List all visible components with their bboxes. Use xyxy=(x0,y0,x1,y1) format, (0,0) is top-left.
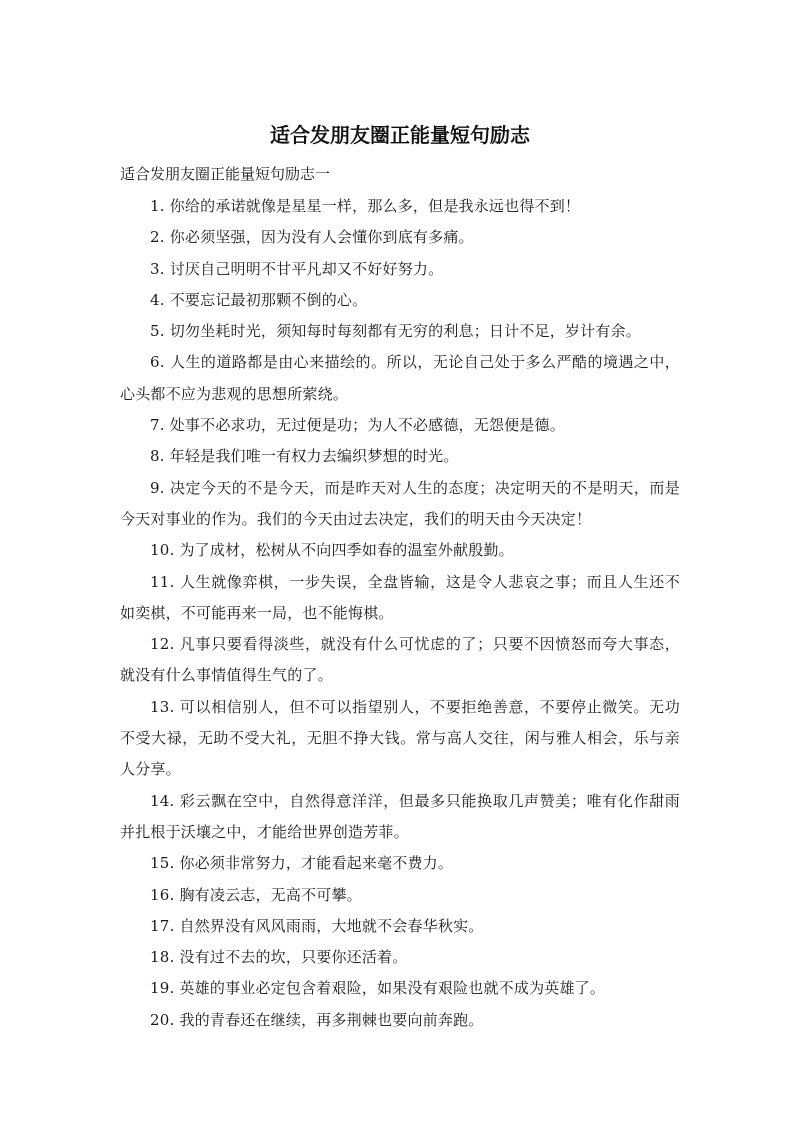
list-item xyxy=(120,692,680,786)
list-item-number: 13. xyxy=(150,697,175,716)
list-item-number: 2. xyxy=(150,228,165,247)
list-item-text: 彩云飘在空中，自然得意洋洋，但最多只能换取几声赞美；唯有化作甜雨并扎根于沃壤之中，才能给世界创造芳菲。 xyxy=(120,791,680,841)
list-item-number: 8. xyxy=(150,447,165,466)
list-item-number: 10. xyxy=(150,541,175,560)
list-item xyxy=(120,880,680,911)
list-item-number: 1. xyxy=(150,197,165,215)
list-item-text: 自然界没有风风雨雨，大地就不会春华秋实。 xyxy=(179,916,484,935)
list-item-number: 7. xyxy=(150,416,165,435)
list-item xyxy=(120,191,680,222)
list-item-number: 6. xyxy=(150,353,165,372)
list-item-number: 12. xyxy=(150,635,175,654)
list-item xyxy=(120,567,680,630)
list-item xyxy=(120,1005,680,1036)
list-item xyxy=(120,222,680,253)
list-item-number: 5. xyxy=(150,322,165,341)
list-item-text: 切勿坐耗时光，须知每时每刻都有无穷的利息；日计不足，岁计有余。 xyxy=(169,322,641,341)
list-item xyxy=(120,473,680,536)
list-item-text: 没有过不去的坎，只要你还活着。 xyxy=(179,948,408,967)
list-item xyxy=(120,786,680,849)
list-item-number: 9. xyxy=(150,478,165,497)
list-item-text: 人生就像弈棋，一步失误，全盘皆输，这是令人悲哀之事；而且人生还不如奕棋，不可能再来一局，也不能悔棋。 xyxy=(120,572,680,622)
list-item-text: 讨厌自己明明不甘平凡却又不好好努力。 xyxy=(169,259,444,278)
list-item-text: 年轻是我们唯一有权力去编织梦想的时光。 xyxy=(169,447,459,466)
list-item xyxy=(120,973,680,1004)
list-item-number: 16. xyxy=(150,885,175,904)
list-item xyxy=(120,629,680,692)
list-item-text: 你给的承诺就像是星星一样，那么多，但是我永远也得不到！ xyxy=(169,197,581,215)
list-item-number: 11. xyxy=(150,572,175,591)
list-item-text: 凡事只要看得淡些，就没有什么可忧虑的了；只要不因愤怒而夸大事态，就没有什么事情值得生气的了。 xyxy=(120,635,680,685)
list-item-text: 胸有凌云志，无高不可攀。 xyxy=(179,885,362,904)
list-item-number: 19. xyxy=(150,979,175,998)
list-item-number: 20. xyxy=(150,1010,175,1029)
list-item-number: 14. xyxy=(150,791,175,810)
list-item-text: 处事不必求功，无过便是功；为人不必感德，无怨便是德。 xyxy=(169,416,565,435)
list-item-number: 4. xyxy=(150,290,165,309)
list-item xyxy=(120,441,680,472)
list-item-text: 我的青春还在继续，再多荆棘也要向前奔跑。 xyxy=(179,1010,484,1029)
list-item-number: 3. xyxy=(150,259,165,278)
list-item xyxy=(120,254,680,285)
list-item-text: 你必须非常努力，才能看起来毫不费力。 xyxy=(179,854,454,873)
list-item xyxy=(120,410,680,441)
list-item xyxy=(120,911,680,942)
list-item xyxy=(120,347,680,410)
list-item-text: 你必须坚强，因为没有人会懂你到底有多痛。 xyxy=(169,228,474,247)
list-item-text: 不要忘记最初那颗不倒的心。 xyxy=(169,290,368,309)
list-item-text: 英雄的事业必定包含着艰险，如果没有艰险也就不成为英雄了。 xyxy=(179,979,606,998)
quote-list xyxy=(120,191,680,1036)
list-item-text: 可以相信别人，但不可以指望别人，不要拒绝善意，不要停止微笑。无功不受大禄，无助不受大礼，无胆不挣大钱。常与高人交往，闲与雅人相会，乐与亲人分享。 xyxy=(120,697,680,779)
list-item-number: 15. xyxy=(150,854,175,873)
section-subtitle: 适合发朋友圈正能量短句励志一 xyxy=(120,165,331,183)
list-item xyxy=(120,942,680,973)
list-item xyxy=(120,316,680,347)
list-item-text: 人生的道路都是由心来描绘的。所以，无论自己处于多么严酷的境遇之中，心头都不应为悲观的思想所萦绕。 xyxy=(120,353,680,403)
list-item xyxy=(120,848,680,879)
list-item xyxy=(120,285,680,316)
list-item-text: 决定今天的不是今天，而是昨天对人生的态度；决定明天的不是明天，而是今天对事业的作为。我们的今天由过去决定，我们的明天由今天决定！ xyxy=(120,478,680,528)
list-item xyxy=(120,535,680,566)
document-title: 适合发朋友圈正能量短句励志 xyxy=(270,123,530,147)
list-item-text: 为了成材，松树从不向四季如春的温室外献殷勤。 xyxy=(179,541,514,560)
list-item-number: 18. xyxy=(150,948,175,967)
list-item-number: 17. xyxy=(150,916,175,935)
